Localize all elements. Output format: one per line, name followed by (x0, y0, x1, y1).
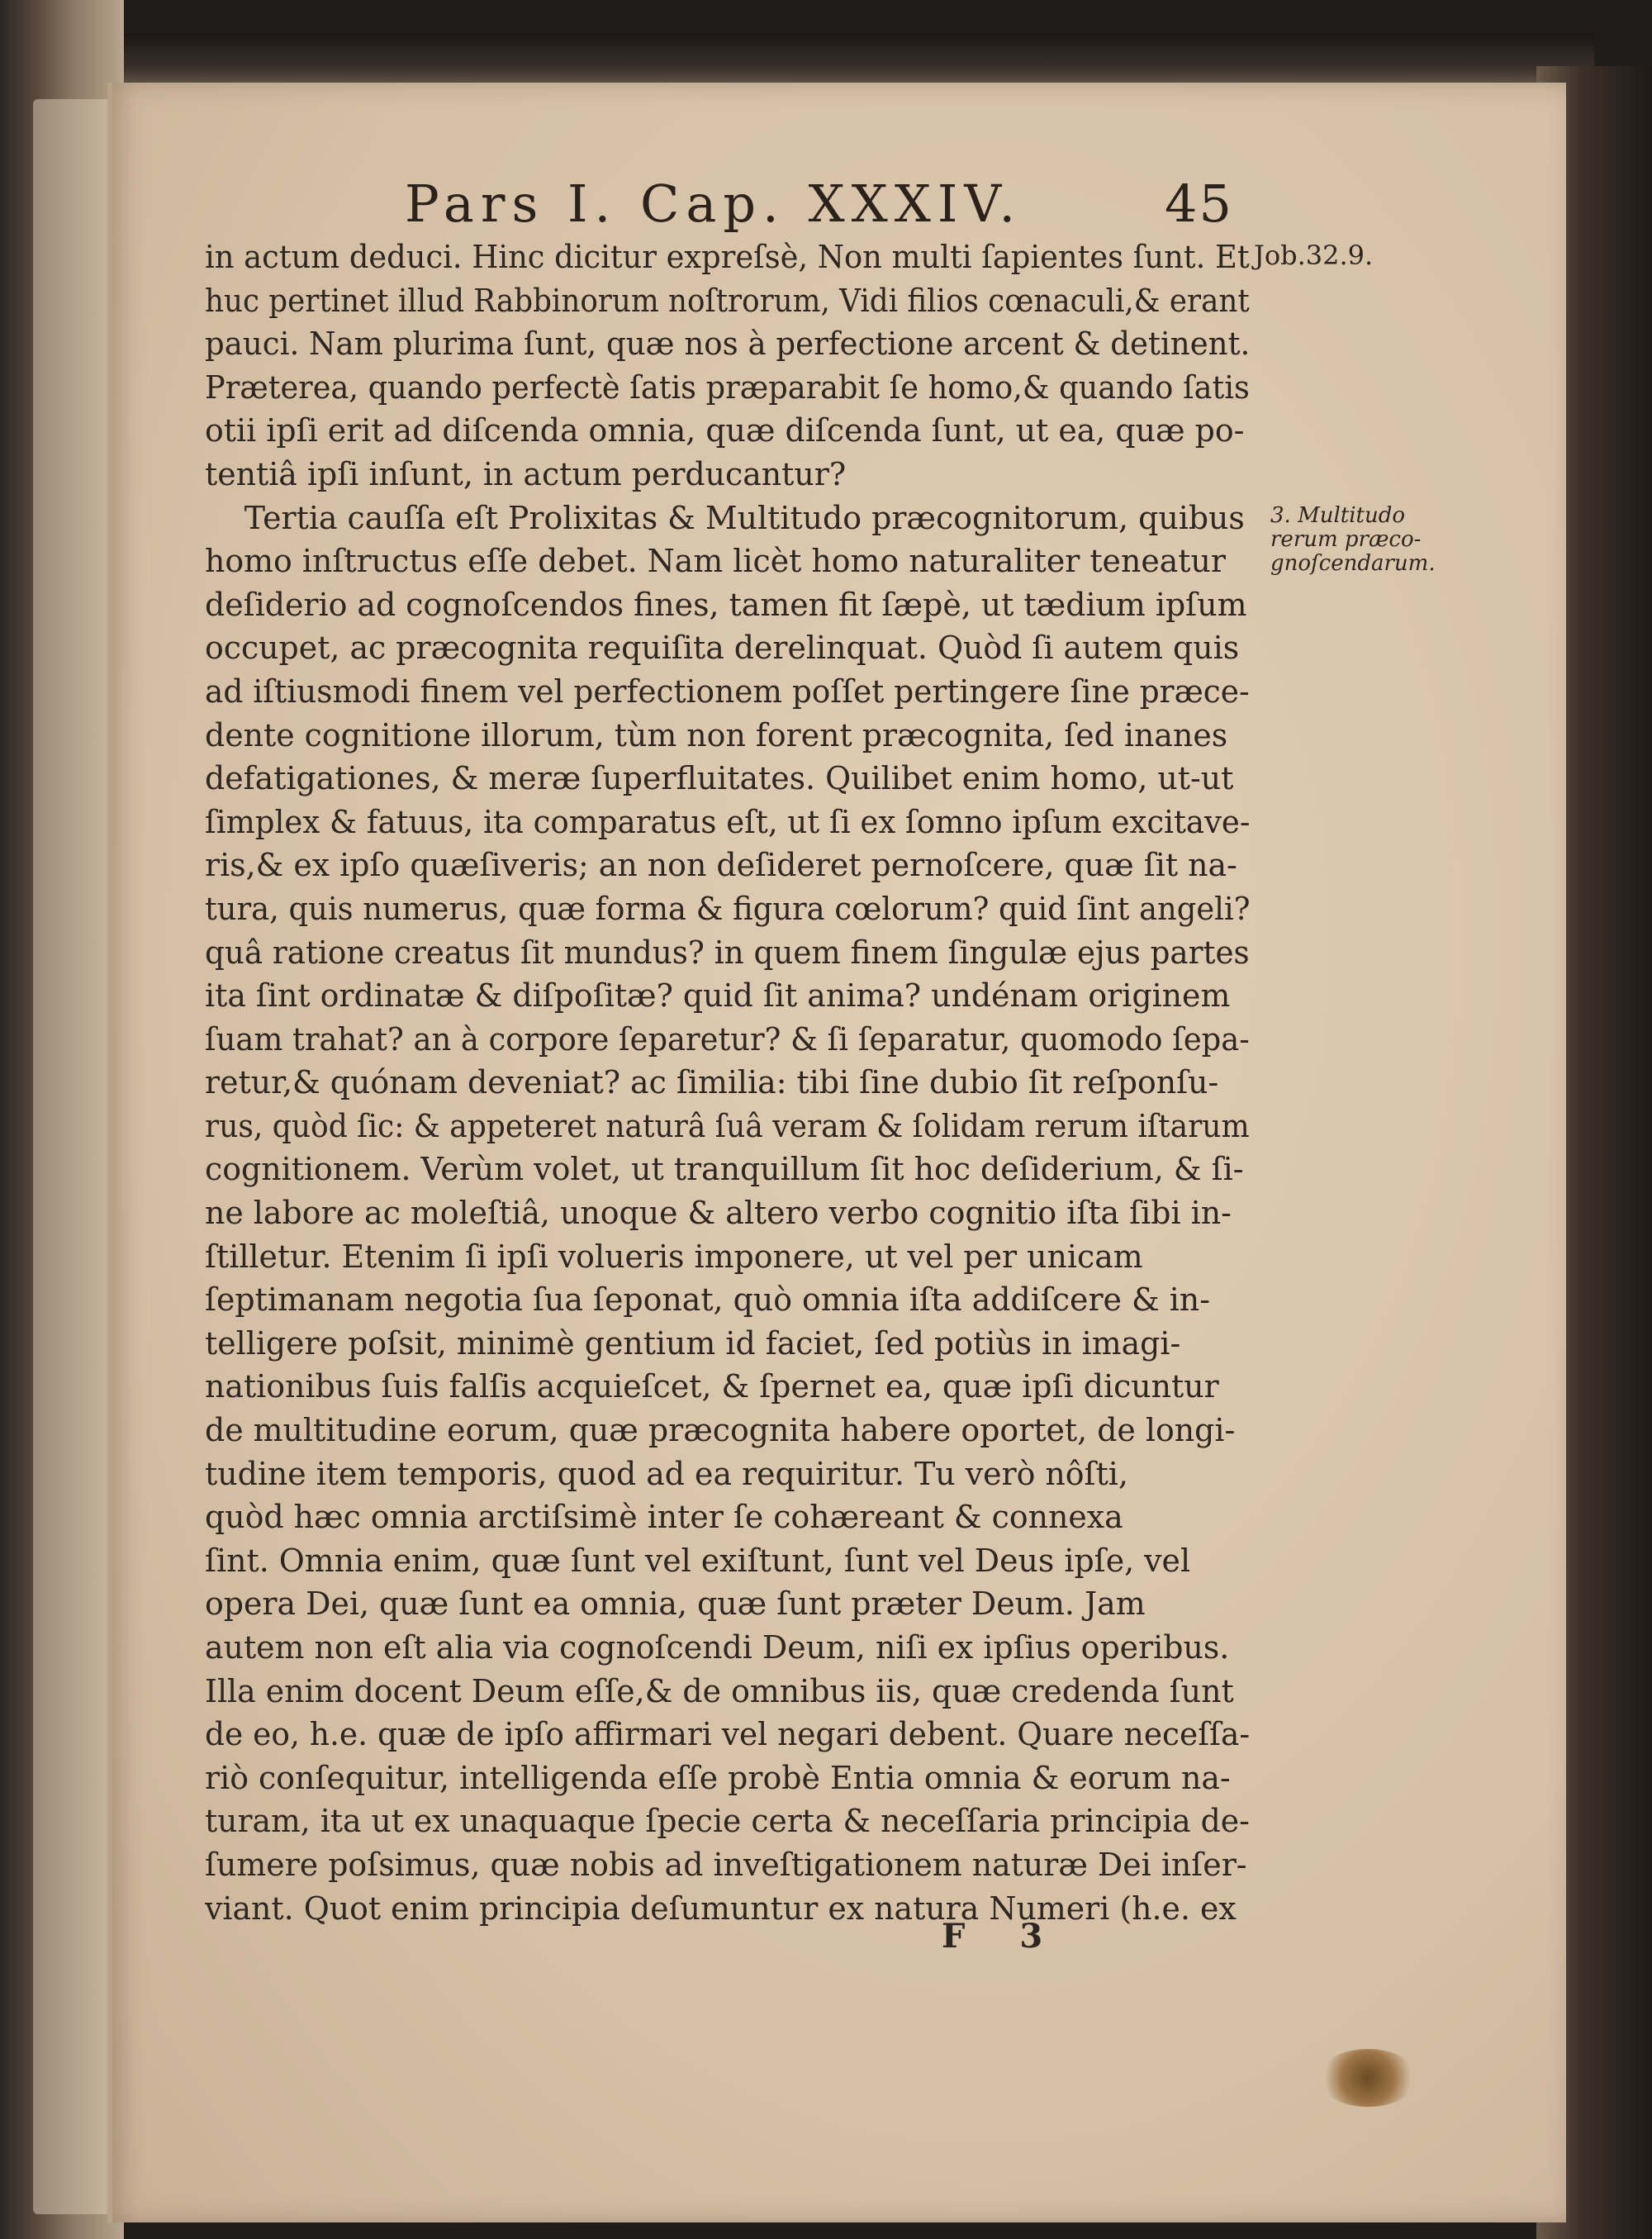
text-line: autem non eſt alia via cognoſcendi Deum, niſi ex ipſius operibus. (205, 1629, 1230, 1666)
text-line: de multitudine eorum, quæ præcognita habere oportet, de longi- (205, 1412, 1236, 1449)
chapter-title: Pars I. Cap. XXXIV. (405, 174, 1023, 234)
text-line: ris,& ex ipſo quæſiveris; an non deſideret pernoſcere, quæ ſit na- (205, 847, 1237, 884)
text-line: huc pertinet illud Rabbinorum noſtrorum, Vidi filios cœnaculi,& erant (205, 282, 1250, 319)
margin-topic-line: 3. Multitudo (1270, 503, 1406, 528)
margin-reference: Job.32.9. (1254, 240, 1374, 271)
text-line: ſuam trahat? an à corpore ſeparetur? & ſi ſeparatur, quomodo ſepa- (205, 1020, 1250, 1058)
text-line: tentiâ ipſi inſunt, in actum perducantur? (205, 455, 847, 492)
margin-topic-line: rerum præco- (1270, 527, 1422, 552)
text-line: viant. Quot enim principia deſumuntur ex natura Numeri (h.e. ex (205, 1890, 1237, 1927)
text-line: occupet, ac præcognita requiſita derelinquat. Quòd ſi autem quis (205, 630, 1240, 667)
text-line: opera Dei, quæ ſunt ea omnia, quæ ſunt præter Deum. Jam (205, 1585, 1146, 1623)
text-line: ſeptimanam negotia ſua ſeponat, quò omnia iſta addiſcere & in- (205, 1281, 1210, 1319)
text-line: riò conſequitur, intelligenda eſſe probè Entia omnia & eorum na- (205, 1759, 1231, 1796)
text-line: cognitionem. Verùm volet, ut tranquillum ſit hoc deſiderium, & ſi- (205, 1151, 1244, 1188)
text-line: ne labore ac moleſtiâ, unoque & altero verbo cognitio iſta ſibi in- (205, 1195, 1232, 1232)
text-line: Tertia cauſſa eſt Prolixitas & Multitudo præcognitorum, quibus (244, 499, 1245, 536)
text-line: telligere poſsit, minimè gentium id faciet, ſed potiùs in imagi- (205, 1324, 1181, 1362)
text-line: defatigationes, & meræ ſuperfluitates. Quilibet enim homo, ut-ut (205, 760, 1234, 797)
text-line: pauci. Nam plurima ſunt, quæ nos à perfectione arcent & detinent. (205, 326, 1251, 363)
text-line: turam, ita ut ex unaquaque ſpecie certa & neceſſaria principia de- (205, 1803, 1250, 1840)
text-line: ſimplex & fatuus, ita comparatus eſt, ut ſi ex ſomno ipſum excitave- (205, 803, 1251, 840)
text-line: ad iſtiusmodi finem vel perfectionem poſſet pertingere ſine præce- (205, 673, 1250, 710)
text-line: Præterea, quando perfectè ſatis præparabit ſe homo,& quando ſatis (205, 368, 1250, 406)
text-line: tudine item temporis, quod ad ea requiritur. Tu verò nôſti, (205, 1455, 1128, 1492)
text-line: quòd hæc omnia arctiſsimè inter ſe cohæreant & connexa (205, 1499, 1123, 1536)
running-header (297, 174, 1256, 240)
text-line: nationibus ſuis falſis acquieſcet, & ſpernet ea, quæ ipſi dicuntur (205, 1368, 1219, 1405)
text-line: dente cognitione illorum, tùm non forent præcognita, ſed inanes (205, 716, 1228, 753)
text-line: homo inſtructus eſſe debet. Nam licèt homo naturaliter teneatur (205, 543, 1226, 580)
body-text (205, 235, 1254, 1930)
text-line: ſint. Omnia enim, quæ ſunt vel exiſtunt, ſunt vel Deus ipſe, vel (205, 1542, 1191, 1579)
margin-topic-note (1270, 504, 1436, 576)
text-line: Illa enim docent Deum eſſe,& de omnibus iis, quæ credenda ſunt (205, 1672, 1234, 1709)
text-line: retur,& quónam deveniat? ac ſimilia: tibi ſine dubio ſit reſponſu- (205, 1064, 1219, 1101)
margin-topic-line: gnoſcendarum. (1270, 551, 1436, 576)
signature-mark: F 3 (942, 1917, 1065, 1956)
text-line: rus, quòd ſic: & appeteret naturâ ſuâ veram & ſolidam rerum iſtarum (205, 1107, 1250, 1144)
text-line: tura, quis numerus, quæ forma & figura cœlorum? quid ſint angeli? (205, 890, 1251, 927)
ink-stain (1318, 2049, 1417, 2107)
page-number: 45 (1165, 174, 1233, 234)
text-line: ita ſint ordinatæ & diſpoſitæ? quid ſit anima? undénam originem (205, 977, 1231, 1015)
text-line: otii ipſi erit ad diſcenda omnia, quæ diſcenda ſunt, ut ea, quæ po- (205, 412, 1245, 449)
text-line: quâ ratione creatus ſit mundus? in quem finem ſingulæ ejus partes (205, 934, 1250, 971)
text-line: ſtilletur. Etenim ſi ipſi volueris imponere, ut vel per unicam (205, 1238, 1143, 1275)
text-line: de eo, h.e. quæ de ipſo affirmari vel negari debent. Quare neceſſa- (205, 1716, 1251, 1753)
text-line: deſiderio ad cognoſcendos fines, tamen fit ſæpè, ut tædium ipſum (205, 586, 1247, 623)
text-line: in actum deduci. Hinc dicitur expreſsè, Non multi ſapientes ſunt. Et (205, 239, 1250, 275)
text-line: ſumere poſsimus, quæ nobis ad inveſtigationem naturæ Dei inſer- (205, 1846, 1247, 1883)
